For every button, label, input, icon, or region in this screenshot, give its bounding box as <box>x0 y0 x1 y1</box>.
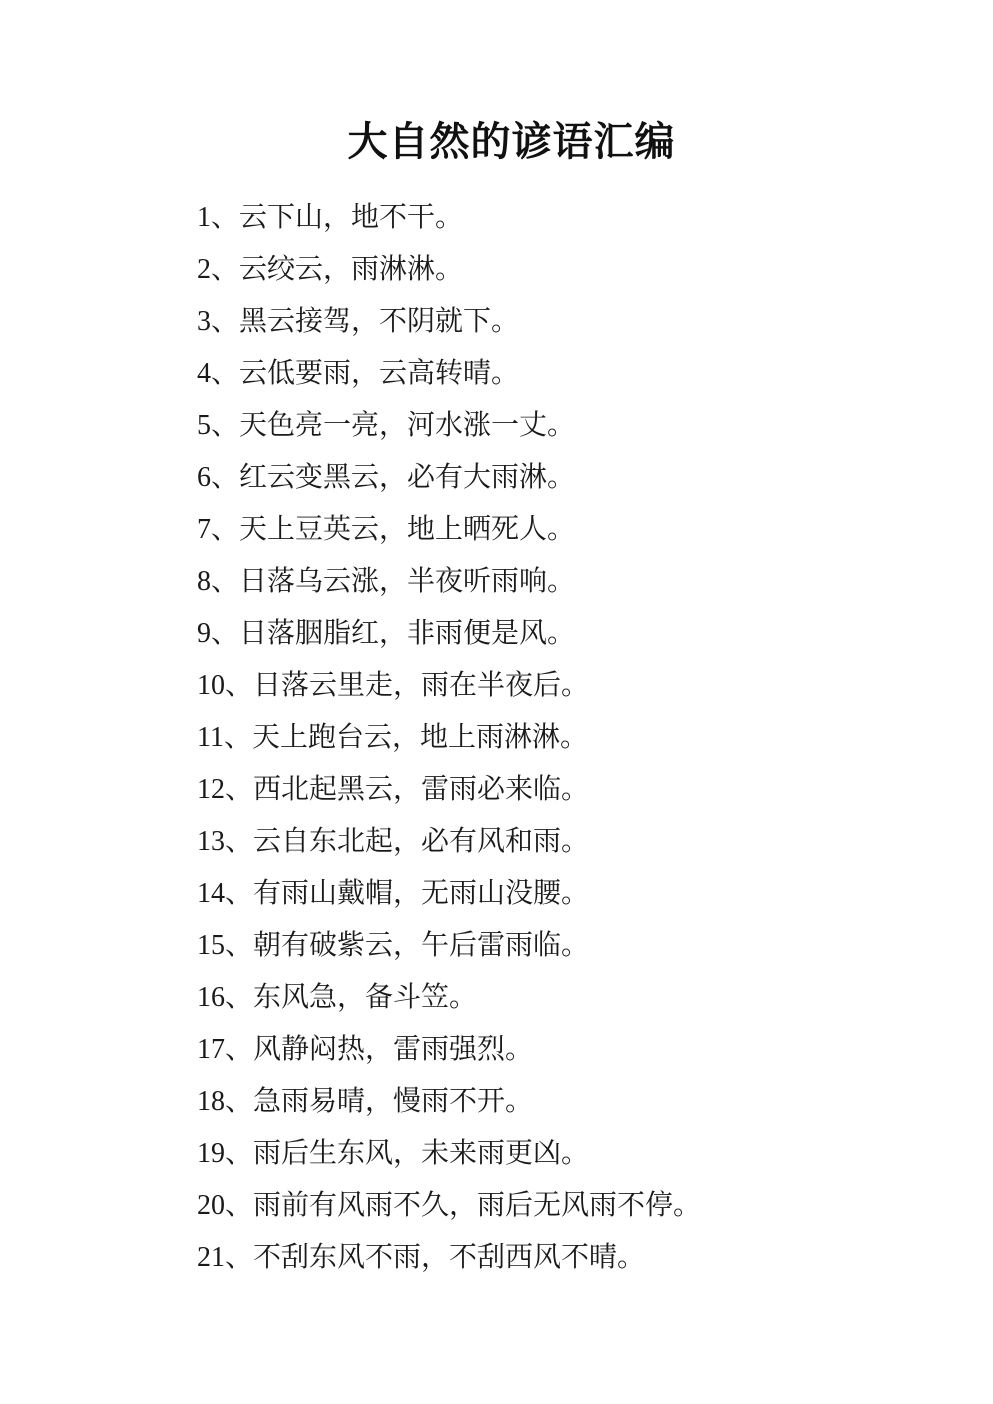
list-item: 20、雨前有风雨不久，雨后无风雨不停。 <box>197 1190 702 1221</box>
list-item: 19、雨后生东风，未来雨更凶。 <box>197 1138 590 1169</box>
proverb-list <box>197 192 701 1284</box>
list-item: 13、云自东北起，必有风和雨。 <box>197 826 590 857</box>
list-item: 7、天上豆英云，地上晒死人。 <box>197 514 576 545</box>
list-item: 5、天色亮一亮，河水涨一丈。 <box>197 410 576 441</box>
list-item: 1、云下山，地不干。 <box>197 202 464 233</box>
list-item: 16、东风急，备斗笠。 <box>197 982 478 1013</box>
list-item: 21、不刮东风不雨，不刮西风不晴。 <box>197 1242 646 1273</box>
list-item: 6、红云变黑云，必有大雨淋。 <box>197 462 576 493</box>
list-item: 10、日落云里走，雨在半夜后。 <box>197 670 590 701</box>
list-item: 2、云绞云，雨淋淋。 <box>197 254 464 285</box>
document-title: 大自然的谚语汇编 <box>347 119 676 164</box>
list-item: 4、云低要雨，云高转晴。 <box>197 358 520 389</box>
list-item: 9、日落胭脂红，非雨便是风。 <box>197 618 576 649</box>
list-item: 11、天上跑台云，地上雨淋淋。 <box>197 722 588 753</box>
list-item: 15、朝有破紫云，午后雷雨临。 <box>197 930 590 961</box>
list-item: 8、日落乌云涨，半夜听雨响。 <box>197 566 576 597</box>
list-item: 3、黑云接驾，不阴就下。 <box>197 306 520 337</box>
list-item: 17、风静闷热，雷雨强烈。 <box>197 1034 534 1065</box>
list-item: 14、有雨山戴帽，无雨山没腰。 <box>197 878 590 909</box>
list-item: 12、西北起黑云，雷雨必来临。 <box>197 774 590 805</box>
list-item: 18、急雨易晴，慢雨不开。 <box>197 1086 534 1117</box>
